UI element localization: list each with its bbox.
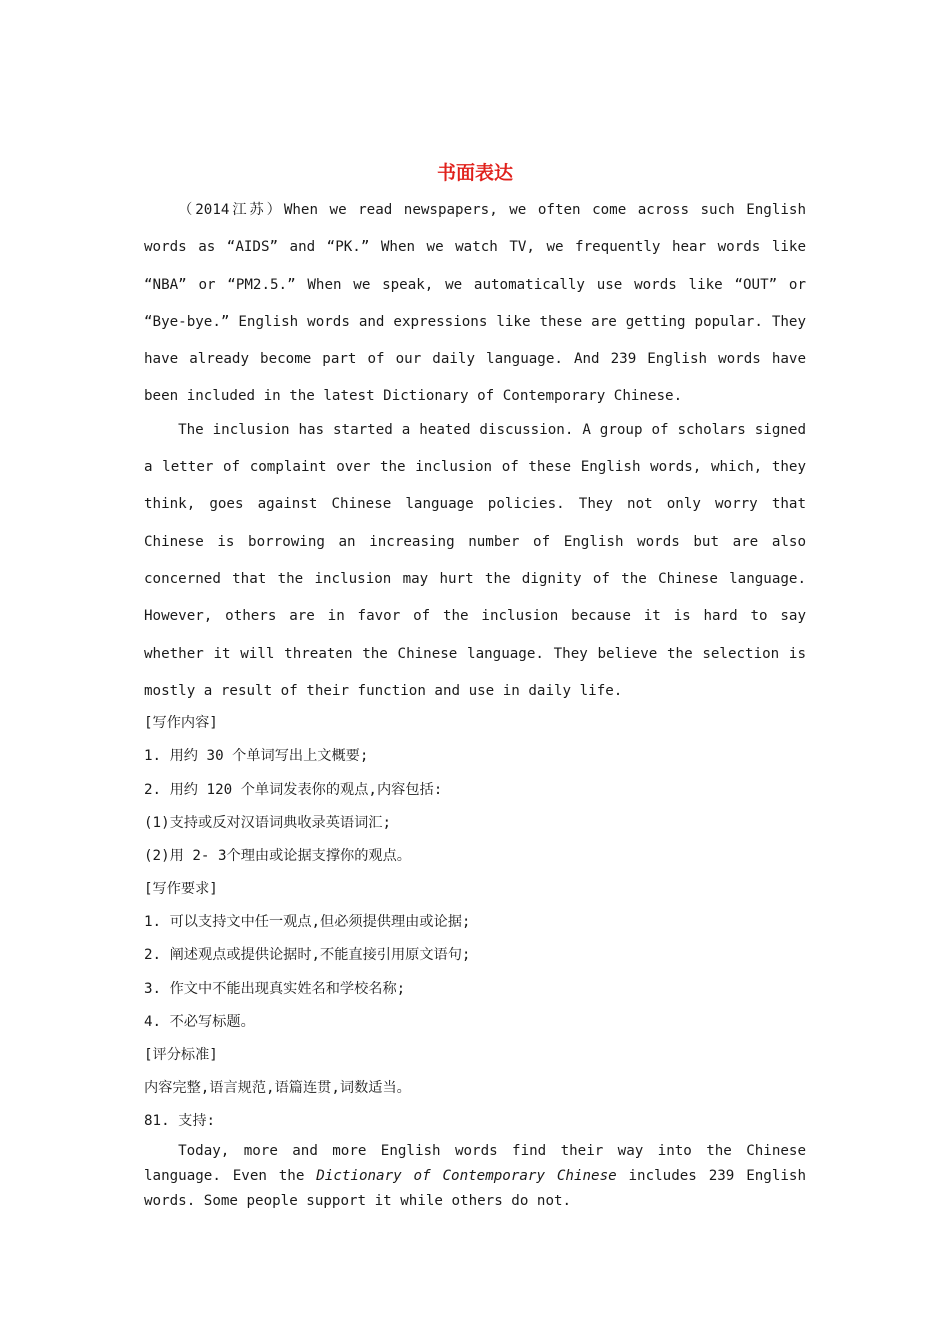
- scoring-text: 内容完整,语言规范,语篇连贯,词数适当。: [144, 1080, 411, 1097]
- list-item: (1)支持或反对汉语词典收录英语词汇;: [144, 814, 391, 831]
- page-title: 书面表达: [436, 162, 513, 184]
- answer-label: 81. 支持:: [144, 1113, 216, 1130]
- writing-requirements-section: [144, 873, 806, 1039]
- writing-content-section: [144, 707, 806, 873]
- answer-paragraph: [144, 1139, 806, 1214]
- section-heading: [写作要求]: [144, 881, 218, 898]
- list-item: (2)用 2- 3个理由或论据支撑你的观点。: [144, 847, 411, 864]
- section-heading: [评分标准]: [144, 1047, 218, 1064]
- scoring-criteria-section: [144, 1039, 806, 1105]
- list-item: 1. 用约 30 个单词写出上文概要;: [144, 748, 369, 765]
- answer-text-after: includes 239 English words. Some people support it while others do not.: [144, 1167, 806, 1209]
- passage-paragraph-2: The inclusion has started a heated discussion. A group of scholars signed a letter of complaint over the inclusion of these English words, which, they think, goes against Chinese language policies. They not only worry that Chinese is borrowing an increasing number of English words but are also concerned that the inclusion may hurt the dignity of the Chinese language. However, others are in favor of the inclusion because it is hard to say whether it will threaten the Chinese language. They believe the selection is mostly a result of their function and use in daily life.: [144, 421, 806, 699]
- list-item: 2. 用约 120 个单词发表你的观点,内容包括:: [144, 781, 443, 798]
- list-item: 2. 阐述观点或提供论据时,不能直接引用原文语句;: [144, 947, 471, 964]
- list-item: 1. 可以支持文中任一观点,但必须提供理由或论据;: [144, 914, 471, 931]
- list-item: 3. 作文中不能出现真实姓名和学校名称;: [144, 980, 406, 997]
- dictionary-title: Dictionary of Contemporary Chinese: [316, 1167, 617, 1184]
- passage-paragraph-1: （2014江苏）When we read newspapers, we often come across such English words as “AIDS” and “PK.” When we watch TV, we frequently hear words like “NBA” or “PM2.5.” When we speak, we automatically use words like “OUT” or “Bye-bye.” English words and expressions like these are getting popular. They have already become part of our daily language. And 239 English words have been included in the latest Dictionary of Contemporary Chinese.: [144, 202, 806, 405]
- section-heading: [写作内容]: [144, 715, 218, 732]
- answer-section: [144, 1105, 806, 1213]
- answer-text-before: Today, more and more English words find their way into the Chinese language. Even the: [144, 1142, 806, 1184]
- document-page: [144, 156, 806, 1214]
- list-item: 4. 不必写标题。: [144, 1013, 255, 1030]
